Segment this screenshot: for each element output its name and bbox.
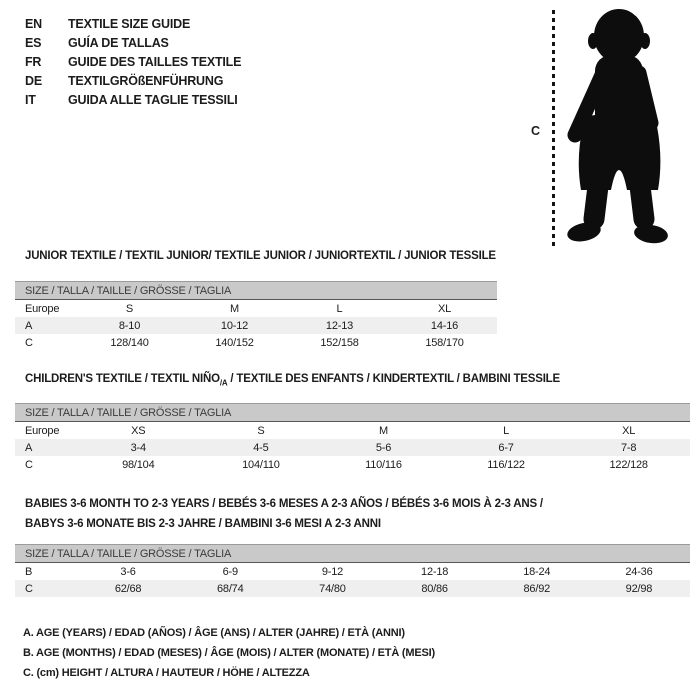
babies-title-line2: BABYS 3-6 MONATE BIS 2-3 JAHRE / BAMBINI 3-6 MESI A 2-3 ANNI <box>25 518 381 530</box>
size-cell: M <box>230 302 239 315</box>
legend-line-b: B. AGE (MONTHS) / EDAD (MESES) / ÂGE (MOIS) / ALTER (MONATE) / ETÀ (MESI) <box>23 647 435 659</box>
size-cell: 6-9 <box>222 565 238 578</box>
language-title: GUIDA ALLE TAGLIE TESSILI <box>68 92 238 107</box>
size-cell: 18-24 <box>523 565 551 578</box>
language-code: ES <box>25 35 42 50</box>
size-cell: S <box>257 424 265 437</box>
size-cell: 122/128 <box>609 458 648 471</box>
language-code: EN <box>25 16 42 31</box>
children-title-text: / TEXTILE DES ENFANTS / KINDERTEXTIL / BAMBINI TESSILE <box>227 373 560 385</box>
size-cell: 5-6 <box>375 441 392 454</box>
size-header-bar: SIZE / TALLA / TAILLE / GRÖSSE / TAGLIA <box>15 544 690 563</box>
size-cell: M <box>379 424 388 437</box>
size-cell: 10-12 <box>220 319 249 332</box>
size-cell: 86/92 <box>523 582 551 595</box>
table-row-europe <box>15 300 497 317</box>
size-cell: 80/86 <box>421 582 448 595</box>
babies-size-table <box>15 544 690 597</box>
size-header-bar: SIZE / TALLA / TAILLE / GRÖSSE / TAGLIA <box>15 281 497 300</box>
size-cell: 116/122 <box>487 458 525 471</box>
size-cell: 4-5 <box>253 441 269 454</box>
table-row-age <box>15 439 690 456</box>
size-cell: L <box>336 302 343 315</box>
size-cell: 68/74 <box>216 582 244 595</box>
language-row-es <box>25 33 241 52</box>
children-title-subscript: /A <box>219 378 228 388</box>
language-title: TEXTILE SIZE GUIDE <box>68 16 191 31</box>
row-label: A <box>25 319 33 332</box>
language-title: TEXTILGRÖßENFÜHRUNG <box>68 73 224 88</box>
size-cell: 74/80 <box>319 582 346 595</box>
height-measure-label: C <box>531 124 541 138</box>
language-row-fr <box>25 52 241 71</box>
size-cell: S <box>125 302 134 315</box>
row-label: B <box>25 565 33 578</box>
height-measure-dashed-line <box>552 10 555 247</box>
babies-section-title <box>25 494 543 534</box>
size-cell: 110/116 <box>365 458 402 471</box>
row-label: Europe <box>25 424 60 437</box>
language-row-de <box>25 71 241 90</box>
table-row-europe <box>15 422 690 439</box>
babies-title-line1: BABIES 3-6 MONTH TO 2-3 YEARS / BEBÉS 3-6 MESES A 2-3 AÑOS / BÉBÉS 3-6 MOIS À 2-3 ANS / <box>25 498 543 510</box>
size-cell: XS <box>131 424 146 437</box>
children-section-title <box>25 369 560 393</box>
legend <box>23 627 435 687</box>
table-row-height <box>15 580 690 597</box>
children-size-table <box>15 403 690 473</box>
language-row-en <box>25 14 241 33</box>
size-cell: 9-12 <box>321 565 344 578</box>
table-row-age <box>15 317 497 334</box>
junior-section-title: JUNIOR TEXTILE / TEXTIL JUNIOR/ TEXTILE JUNIOR / JUNIORTEXTIL / JUNIOR TESSILE <box>25 250 496 262</box>
legend-line-a: A. AGE (YEARS) / EDAD (AÑOS) / ÂGE (ANS) / ALTER (JAHRE) / ETÀ (ANNI) <box>23 627 405 639</box>
children-title-text: CHILDREN'S TEXTILE / TEXTIL NIÑO <box>25 373 220 385</box>
legend-line-c: C. (cm) HEIGHT / ALTURA / HAUTEUR / HÖHE / ALTEZZA <box>23 667 310 679</box>
size-cell: 152/158 <box>320 336 359 349</box>
row-label: A <box>25 441 33 454</box>
language-list <box>25 14 241 109</box>
language-code: FR <box>25 54 42 69</box>
row-label: C <box>25 458 33 471</box>
language-title: GUÍA DE TALLAS <box>68 35 169 50</box>
size-cell: 3-6 <box>120 565 136 578</box>
row-label: C <box>25 582 33 595</box>
size-cell: 12-13 <box>325 319 354 332</box>
size-cell: 92/98 <box>625 582 653 595</box>
row-label: C <box>25 336 33 349</box>
row-label: Europe <box>25 302 60 315</box>
size-cell: 12-18 <box>421 565 449 578</box>
table-row-height <box>15 334 497 351</box>
size-cell: L <box>503 424 510 437</box>
toddler-silhouette-image <box>557 5 697 248</box>
size-cell: 140/152 <box>215 336 254 349</box>
size-cell: 7-8 <box>621 441 637 454</box>
language-code: DE <box>25 73 42 88</box>
size-cell: 8-10 <box>118 319 141 332</box>
language-row-it <box>25 90 241 109</box>
language-title: GUIDE DES TAILLES TEXTILE <box>68 54 242 69</box>
junior-size-table <box>15 281 497 351</box>
size-header-bar: SIZE / TALLA / TAILLE / GRÖSSE / TAGLIA <box>15 403 690 422</box>
size-cell: 6-7 <box>498 441 514 454</box>
table-row-height <box>15 456 690 473</box>
table-row-months <box>15 563 690 580</box>
language-code: IT <box>25 92 36 107</box>
size-cell: XL <box>622 424 636 437</box>
size-cell: 62/68 <box>114 582 142 595</box>
size-cell: 24-36 <box>625 565 653 578</box>
size-cell: 98/104 <box>122 458 155 471</box>
size-cell: 3-4 <box>130 441 146 454</box>
size-cell: 158/170 <box>425 336 464 349</box>
size-cell: 104/110 <box>242 458 280 471</box>
size-cell: XL <box>437 302 452 315</box>
size-cell: 14-16 <box>430 319 459 332</box>
size-cell: 128/140 <box>110 336 149 349</box>
